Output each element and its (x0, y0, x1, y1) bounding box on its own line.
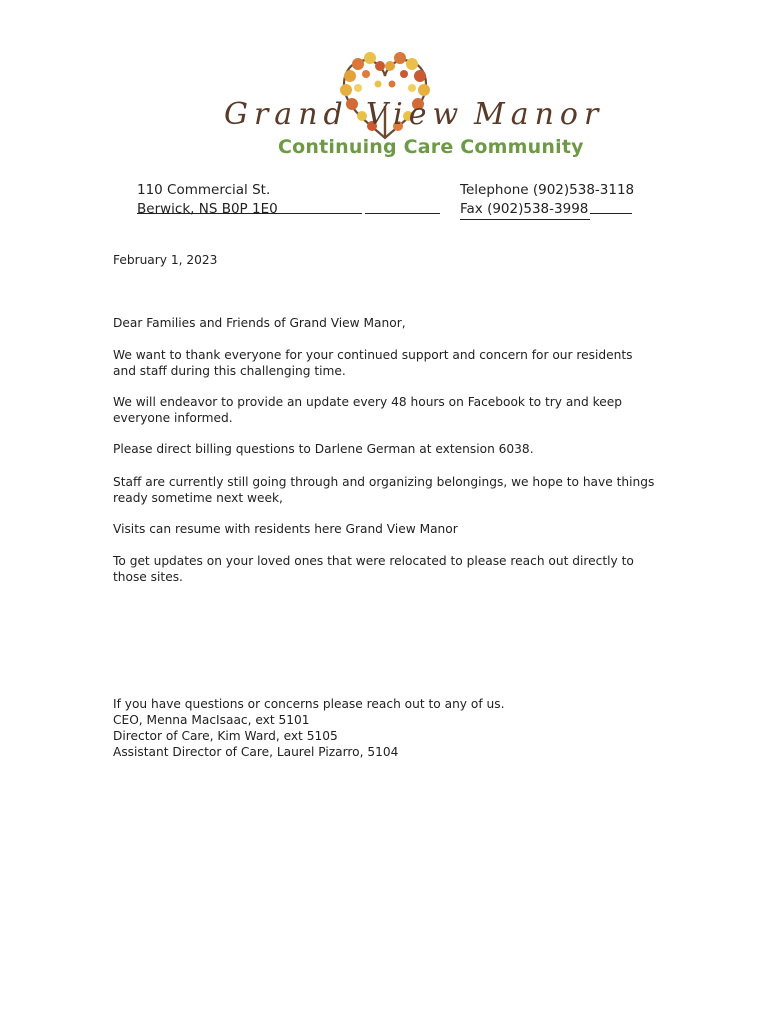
letter-paragraph: We want to thank everyone for your continued support and concern for our residents and staff during this challenging time. (113, 348, 633, 378)
contact-telephone: Telephone (902)538-3118 (460, 182, 635, 198)
closing-line: If you have questions or concerns please reach out to any of us. (113, 697, 505, 711)
address-city: Berwick, NS B0P 1E0 (137, 201, 278, 217)
letter-closing (113, 696, 658, 760)
closing-contact-ceo: CEO, Menna MacIsaac, ext 5101 (113, 713, 310, 727)
letter-paragraph: Visits can resume with residents here Grand View Manor (113, 522, 458, 536)
logo-tagline: Continuing Care Community (278, 136, 584, 158)
logo-word-view: View (366, 97, 465, 132)
logo-word-manor: Manor (474, 97, 605, 132)
logo-wordmark (224, 90, 614, 140)
letter-paragraph: To get updates on your loved ones that were relocated to please reach out directly to those sites. (113, 554, 634, 584)
contact-block (460, 181, 634, 220)
address-underline-middle (365, 213, 440, 214)
letter-paragraph: Please direct billing questions to Darlene German at extension 6038. (113, 442, 534, 456)
letter-paragraph: We will endeavor to provide an update every 48 hours on Facebook to try and keep everyone informed. (113, 395, 622, 425)
closing-contact-director: Director of Care, Kim Ward, ext 5105 (113, 729, 338, 743)
letterhead-logo (200, 40, 620, 165)
logo-word-grand: Grand (224, 97, 349, 132)
closing-contact-assistant-director: Assistant Director of Care, Laurel Pizarro, 5104 (113, 745, 399, 759)
address-street: 110 Commercial St. (137, 182, 271, 198)
contact-fax: Fax (902)538-3998 (460, 200, 590, 220)
contact-underline-right (590, 213, 632, 214)
letter-date: February 1, 2023 (113, 253, 218, 267)
address-underline-left (137, 213, 362, 214)
letter-paragraph: Staff are currently still going through and organizing belongings, we hope to have things ready sometime next week, (113, 475, 655, 505)
letter-salutation: Dear Families and Friends of Grand View Manor, (113, 316, 406, 330)
